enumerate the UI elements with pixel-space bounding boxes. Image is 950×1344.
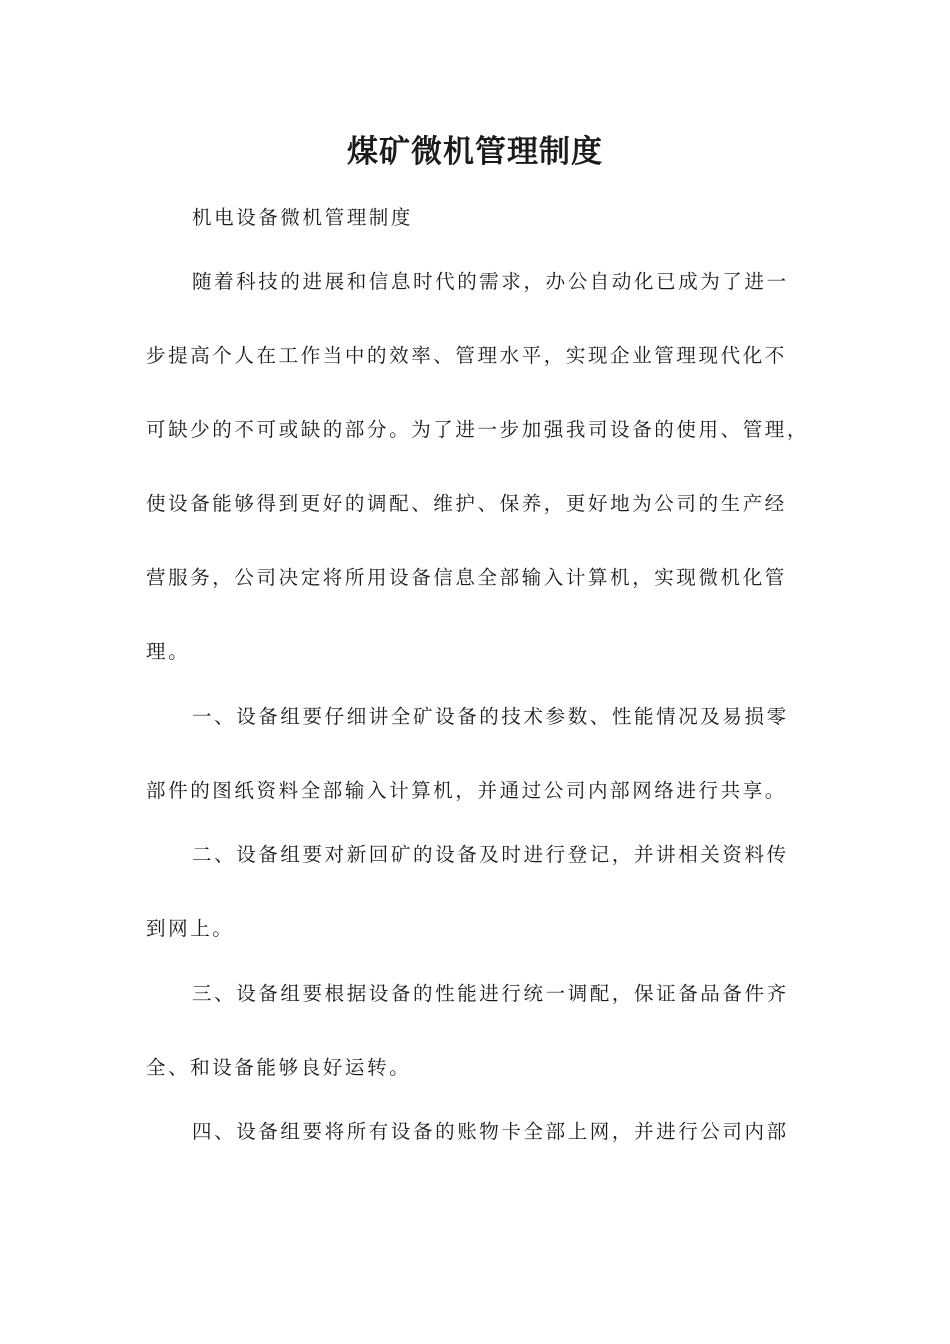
paragraph-line: 部件的图纸资料全部输入计算机，并通过公司内部网络进行共享。	[146, 779, 787, 802]
paragraph-line: 可缺少的不可或缺的部分。为了进一步加强我司设备的使用、管理，	[146, 418, 810, 441]
paragraph-line: 理。	[146, 640, 191, 663]
document-title: 煤矿微机管理制度	[347, 134, 603, 170]
paragraph-line: 一、设备组要仔细讲全矿设备的技术参数、性能情况及易损零	[192, 705, 789, 728]
document-subtitle: 机电设备微机管理制度	[192, 206, 414, 229]
paragraph-line: 全、和设备能够良好运转。	[146, 1056, 412, 1079]
paragraph-line: 营服务，公司决定将所用设备信息全部输入计算机，实现微机化管	[146, 566, 787, 589]
paragraph-line: 到网上。	[146, 917, 235, 940]
paragraph-line: 随着科技的进展和信息时代的需求，办公自动化已成为了进一	[192, 270, 789, 293]
paragraph-line: 二、设备组要对新回矿的设备及时进行登记，并讲相关资料传	[192, 843, 789, 866]
paragraph-line: 四、设备组要将所有设备的账物卡全部上网，并进行公司内部	[192, 1120, 789, 1143]
paragraph-line: 三、设备组要根据设备的性能进行统一调配，保证备品备件齐	[192, 982, 789, 1005]
paragraph-line: 步提高个人在工作当中的效率、管理水平，实现企业管理现代化不	[146, 344, 787, 367]
paragraph-line: 使设备能够得到更好的调配、维护、保养，更好地为公司的生产经	[146, 492, 787, 515]
